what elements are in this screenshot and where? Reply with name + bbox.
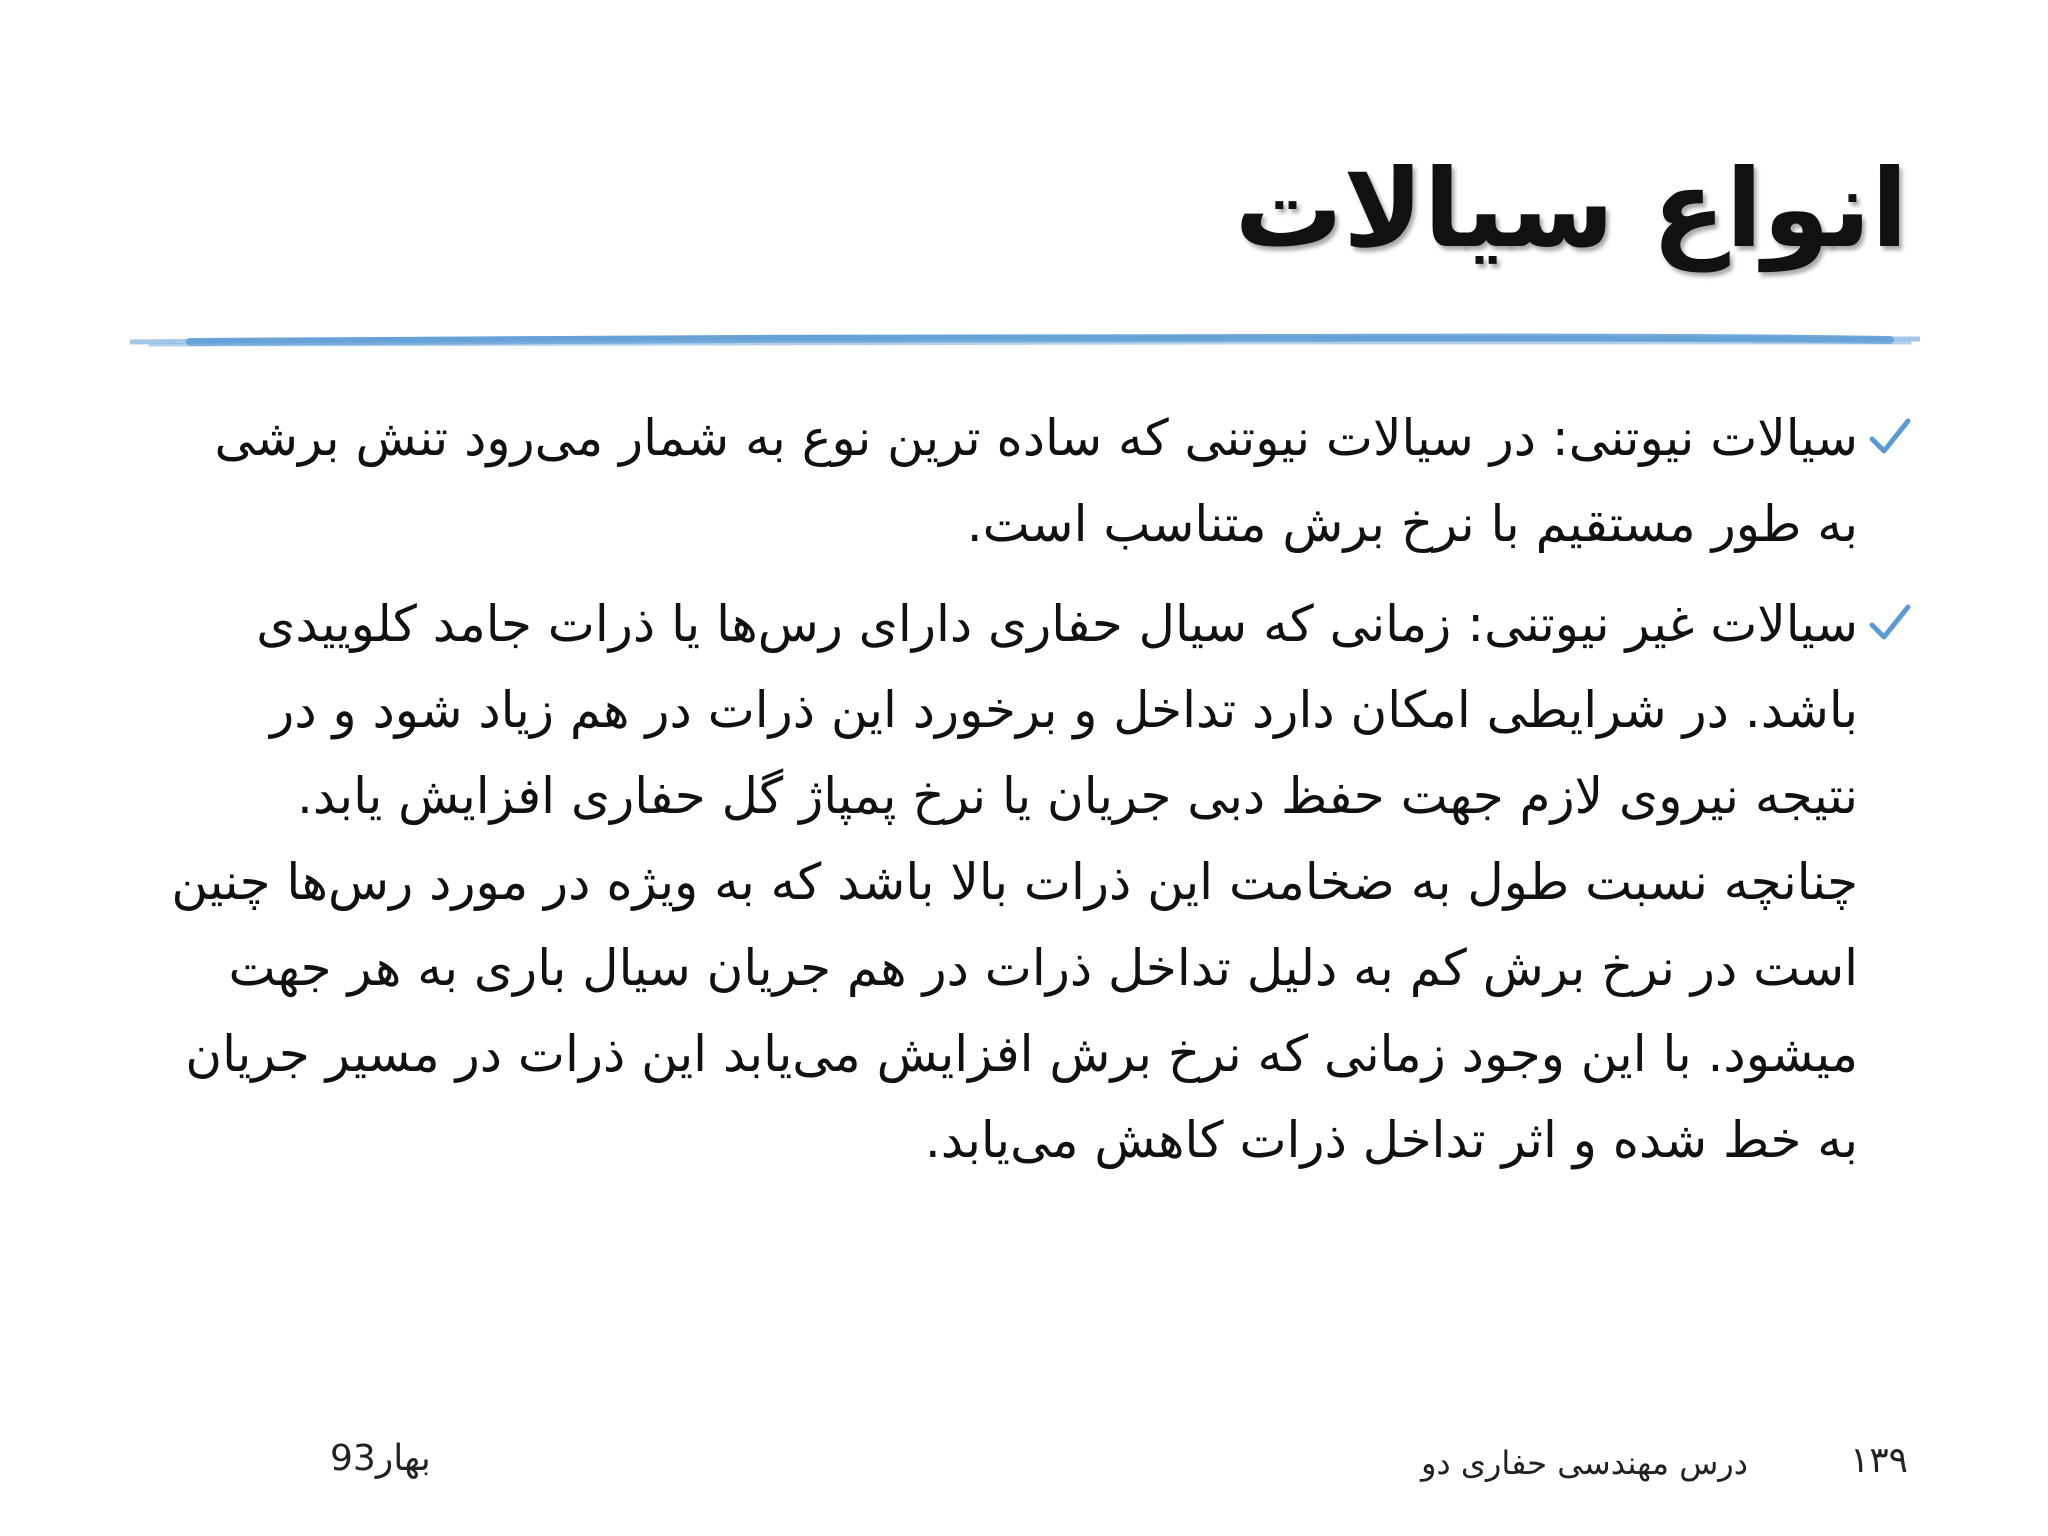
- slide-content: [168, 395, 1888, 1197]
- bullet-newtonian: [168, 395, 1888, 567]
- slide-title: انواع سیالات: [1234, 147, 1908, 272]
- title-divider: [130, 330, 1920, 352]
- footer-page-number: ۱۳۹: [1849, 1440, 1908, 1481]
- bullet-text: سیالات نیوتنی: در سیالات نیوتنی که ساده ترین نوع به شمار می‌رود تنش برشی به طور مستقیم با نرخ برش متناسب است.: [214, 409, 1858, 553]
- checkmark-icon: [1866, 413, 1914, 461]
- checkmark-icon: [1866, 599, 1914, 647]
- footer-date: بهار93: [330, 1438, 431, 1479]
- footer-course: درس مهندسی حفاری دو: [1420, 1444, 1748, 1482]
- bullet-text: سیالات غیر نیوتنی: زمانی که سیال حفاری دارای رس‌ها یا ذرات جامد کلوییدی باشد. در شرایطی امکان دارد تداخل و برخورد این ذرات در هم زیاد شود و در نتیجه نیروی لازم جهت حفظ دبی جریان یا نرخ پمپاژ گل حفاری افزایش یابد. چنانچه نسبت طول به ضخامت این ذرات بالا باشد که به ویژه در مورد رس‌ها چنین است در نرخ برش کم به دلیل تداخل ذرات در هم جریان سیال باری به هر جهت میشود. با این وجود زمانی که نرخ برش افزایش می‌یابد این ذرات در مسیر جریان به خط شده و اثر تداخل ذرات کاهش می‌یابد.: [171, 595, 1858, 1169]
- bullet-non-newtonian: [168, 581, 1888, 1183]
